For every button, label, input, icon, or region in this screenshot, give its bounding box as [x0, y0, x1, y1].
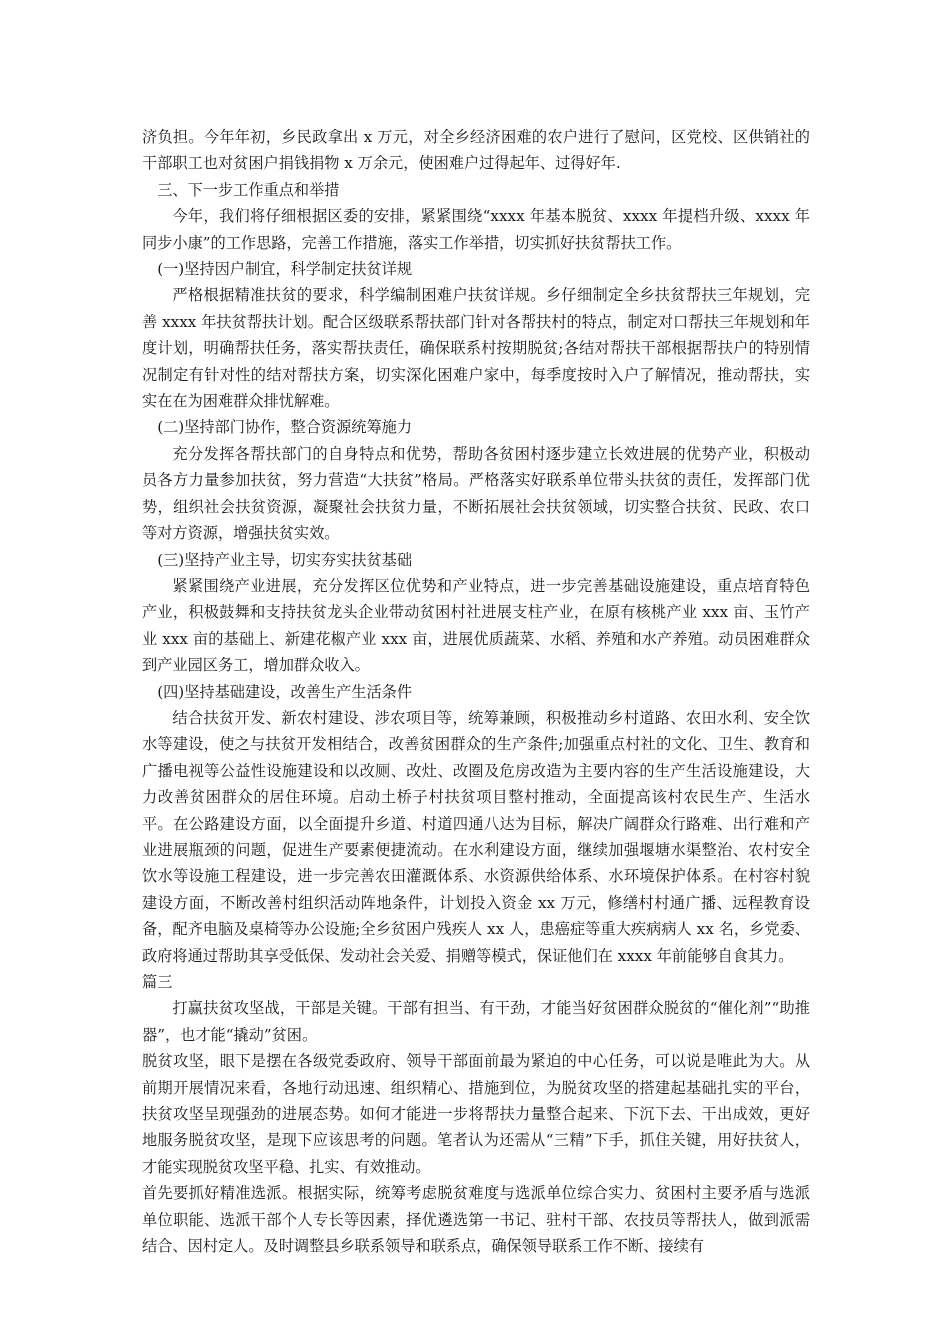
body-paragraph: 结合扶贫开发、新农村建设、涉农项目等，统筹兼顾，积极推动乡村道路、农田水利、安全饮水等建设，使之与扶贫开发相结合，改善贫困群众的生产条件;加强重点村社的文化、卫生、教育和广播电视等公益性设施建设和以改厕、改灶、改圈及危房改造为主要内容的生产生活设施建设，大力改善贫困群众的居住环境。启动土桥子村扶贫项目整村推动，全面提高该村农民生产、生活水平。在公路建设方面，以全面提升乡道、村道四通八达为目标，解决广阔群众行路难、出行难和产业进展瓶颈的问题，促进生产要素便捷流动。在水利建设方面，继续加强堰塘水渠整治、农村安全饮水等设施工程建设，进一步完善农田灌溉体系、水资源供给体系、水环境保护体系。在村容村貌建设方面，不断改善村组织活动阵地条件，计划投入资金 xx 万元，修缮村村通广播、远程教育设备，配齐电脑及桌椅等办公设施;全乡贫困户残疾人 xx 人，患癌症等重大疾病病人 xx 名，乡党委、政府将通过帮助其享受低保、发动社会关爱、捐赠等模式，保证他们在 xxxx 年前能够自食其力。 — [142, 708, 810, 965]
subsection-heading: (四)坚持基础建设，改善生产生活条件 — [157, 682, 413, 701]
subsection-heading: (一)坚持因户制宜，科学制定扶贫详规 — [157, 260, 413, 279]
body-paragraph: 充分发挥各帮扶部门的自身特点和优势，帮助各贫困村逐步建立长效进展的优势产业，积极动员各方力量参加扶贫，努力营造“大扶贫”格局。严格落实好联系单位带头扶贫的责任，发挥部门优势，组织社会扶贫资源，凝聚社会扶贫力量，不断拓展社会扶贫领域，切实整合扶贫、民政、农口等对方资源，增强扶贫实效。 — [142, 444, 810, 543]
body-paragraph: 紧紧围绕产业进展，充分发挥区位优势和产业特点，进一步完善基础设施建设，重点培育特色产业，积极鼓舞和支持扶贫龙头企业带动贫困村社进展支柱产业，在原有核桃产业 xxx 亩、玉竹产业 xxx 亩的基础上、新建花椒产业 xxx 亩，进展优质蔬菜、水稻、养殖和水产养殖。动员困难群众到产业园区务工，增加群众收入。 — [142, 576, 810, 675]
section-heading: 三、下一步工作重点和举措 — [157, 180, 340, 199]
subsection-heading: (三)坚持产业主导，切实夯实扶贫基础 — [157, 550, 413, 569]
body-paragraph: 济负担。今年年初，乡民政拿出 x 万元，对全乡经济困难的农户进行了慰问，区党校、区供销社的干部职工也对贫困户捐钱捐物 x 万余元，使困难户过得起年、过得好年. — [142, 128, 810, 173]
body-paragraph: 首先要抓好精准选派。根据实际，统筹考虑脱贫难度与选派单位综合实力、贫困村主要矛盾与选派单位职能、选派干部个人专长等因素，择优遴选第一书记、驻村干部、农技员等帮扶人，做到派需结合、因村定人。及时调整县乡联系领导和联系点，确保领导联系工作不断、接续有 — [142, 1184, 810, 1256]
subsection-heading: (二)坚持部门协作，整合资源统筹施力 — [157, 418, 413, 437]
part-label: 篇三 — [142, 973, 173, 991]
body-paragraph: 打赢扶贫攻坚战，干部是关键。干部有担当、有干劲，才能当好贫困群众脱贫的“催化剂”“助推器”，也才能“撬动”贫困。 — [142, 999, 810, 1044]
body-paragraph: 今年，我们将仔细根据区委的安排，紧紧围绕“xxxx 年基本脱贫、xxxx 年提档升级、xxxx 年同步小康”的工作思路，完善工作措施，落实工作举措，切实抓好扶贫帮扶工作。 — [142, 207, 810, 252]
body-paragraph: 严格根据精准扶贫的要求，科学编制困难户扶贫详规。乡仔细制定全乡扶贫帮扶三年规划，完善 xxxx 年扶贫帮扶计划。配合区级联系帮扶部门针对各帮扶村的特点，制定对口帮扶三年规划和年度计划，明确帮扶任务，落实帮扶责任，确保联系村按期脱贫;各结对帮扶干部根据帮扶户的特别情况制定有针对性的结对帮扶方案，切实深化困难户家中，每季度按时入户了解情况，推动帮扶，实实在在为困难群众排忧解难。 — [142, 286, 810, 411]
document-page — [142, 124, 810, 1259]
body-paragraph: 脱贫攻坚，眼下是摆在各级党委政府、领导干部面前最为紧迫的中心任务，可以说是唯此为大。从前期开展情况来看，各地行动迅速、组织精心、措施到位，为脱贫攻坚的搭建起基础扎实的平台，扶贫攻坚呈现强劲的进展态势。如何才能进一步将帮扶力量整合起来、下沉下去、干出成效，更好地服务脱贫攻坚，是现下应该思考的问题。笔者认为还需从“三精”下手，抓住关键，用好扶贫人，才能实现脱贫攻坚平稳、扎实、有效推动。 — [142, 1052, 810, 1176]
